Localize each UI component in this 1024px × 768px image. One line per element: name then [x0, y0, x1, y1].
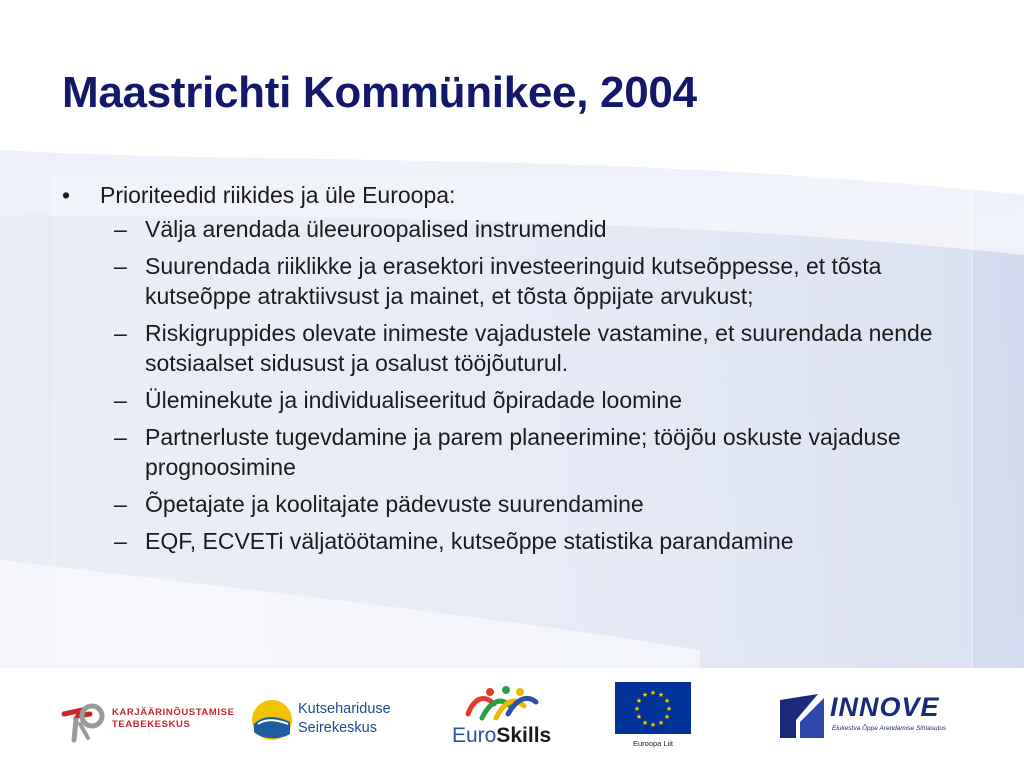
dash-marker: –: [114, 528, 127, 554]
bullet-text: Prioriteedid riikides ja üle Euroopa:: [100, 182, 456, 208]
sub-bullet-item: [56, 385, 972, 415]
bullet-item: [56, 180, 972, 210]
sub-bullet-text: Välja arendada üleeuroopalised instrumendid: [145, 216, 607, 242]
sub-bullet-item: [56, 526, 972, 556]
dash-marker: –: [114, 491, 127, 517]
innove-logo: [778, 692, 978, 744]
eu-caption: Euroopa Liit: [632, 739, 674, 748]
dash-marker: –: [114, 320, 127, 346]
svg-text:★: ★: [635, 697, 643, 705]
eu-logo: [614, 682, 692, 752]
karjaar-logo: [60, 700, 240, 746]
bullet-marker: •: [62, 182, 71, 208]
svg-text:★: ★: [649, 721, 657, 729]
sub-bullet-text: Üleminekute ja individualiseeritud õpiradade loomine: [145, 387, 682, 413]
karjaar-line1: KARJÄÄRINÕUSTAMISE: [112, 707, 235, 718]
svg-text:★: ★: [633, 705, 641, 713]
dash-marker: –: [114, 424, 127, 450]
dash-marker: –: [114, 253, 127, 279]
seire-emblem-icon: [250, 694, 294, 744]
euroskills-figures-icon: [460, 684, 540, 724]
euroskills-logo: [448, 684, 552, 756]
svg-text:★: ★: [649, 689, 657, 697]
dash-marker: –: [114, 216, 127, 242]
sub-bullet-text: Suurendada riiklikke ja erasektori investeeringuid kutseõppesse, et tõsta kutseõppe atraktiivsust ja mainet, et tõsta õppijate arvukust;: [145, 253, 882, 309]
eu-flag-icon: [615, 682, 691, 734]
sub-bullet-item: [56, 214, 972, 244]
svg-text:★: ★: [657, 691, 665, 699]
dash-marker: –: [114, 387, 127, 413]
seire-line1: Kutsehariduse: [298, 701, 391, 717]
svg-text:★: ★: [641, 691, 649, 699]
sub-bullet-text: Õpetajate ja koolitajate pädevuste suurendamine: [145, 491, 644, 517]
svg-text:★: ★: [641, 719, 649, 727]
slide-title: Maastrichti Kommünikee, 2004: [62, 68, 697, 117]
sub-bullet-item: [56, 251, 972, 311]
svg-text:★: ★: [663, 697, 671, 705]
svg-text:★: ★: [665, 705, 673, 713]
svg-text:★: ★: [663, 713, 671, 721]
svg-text:★: ★: [657, 719, 665, 727]
karjaar-emblem-icon: [60, 700, 110, 746]
sub-bullet-text: Riskigruppides olevate inimeste vajadustele vastamine, et suurendada nende sotsiaalset sidusust ja osalust tööjõuturul.: [145, 320, 933, 376]
slide-body: [56, 180, 972, 563]
innove-emblem-icon: [778, 692, 826, 740]
sub-bullet-item: [56, 318, 972, 378]
sub-bullet-item: [56, 489, 972, 519]
seire-logo: [250, 692, 410, 748]
sub-bullet-list: [56, 214, 972, 556]
karjaar-line2: TEABEKESKUS: [112, 719, 191, 730]
innove-tagline: Elukestva Õppe Arendamise Sihtasutus: [832, 725, 947, 732]
sub-bullet-text: EQF, ECVETi väljatöötamine, kutseõppe statistika parandamine: [145, 528, 794, 554]
seire-line2: Seirekeskus: [298, 720, 377, 736]
partner-logos: [0, 668, 1024, 768]
euroskills-euro: Euro: [452, 724, 497, 747]
sub-bullet-text: Partnerluste tugevdamine ja parem planeerimine; tööjõu oskuste vajaduse prognoosimine: [145, 424, 901, 480]
innove-name: INNOVE: [830, 692, 940, 722]
sub-bullet-item: [56, 422, 972, 482]
euroskills-skills: Skills: [496, 724, 552, 747]
svg-text:★: ★: [635, 713, 643, 721]
